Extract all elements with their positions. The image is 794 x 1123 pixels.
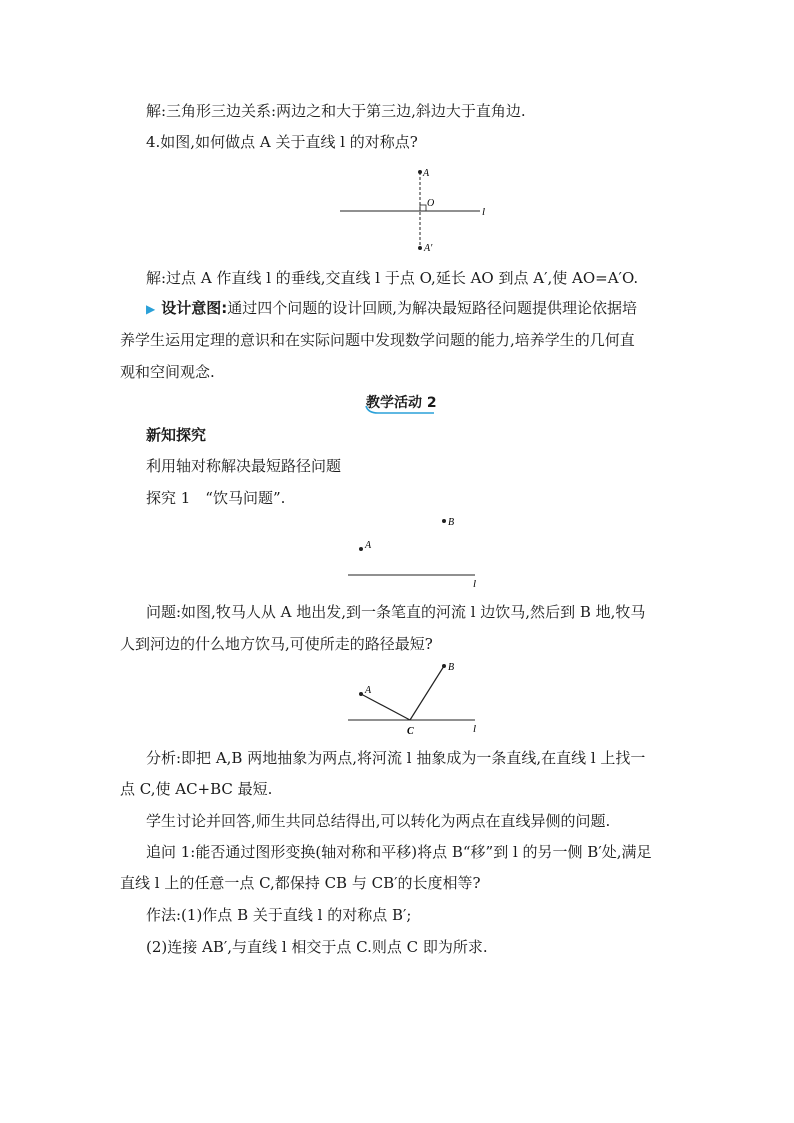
- design-intent-text: 通过四个问题的设计回顾,为解决最短路径问题提供理论依据培: [227, 299, 638, 317]
- text-line: 点 C,使 AC+BC 最短.: [120, 780, 273, 798]
- text-line: 利用轴对称解决最短路径问题: [146, 457, 342, 475]
- text-line: 4.如图,如何做点 A 关于直线 l 的对称点?: [146, 133, 418, 151]
- text-line: 探究 1 “饮马问题”.: [146, 489, 286, 507]
- label-a: A: [365, 540, 372, 551]
- text-line: 观和空间观念.: [120, 363, 215, 381]
- text-line: 作法:(1)作点 B 关于直线 l 的对称点 B′;: [146, 906, 412, 924]
- figure-reflection: [330, 160, 500, 255]
- point-a: [418, 170, 422, 174]
- label-b: B: [448, 517, 455, 528]
- point-a-prime: [418, 246, 422, 250]
- text-line: 分析:即把 A,B 两地抽象为两点,将河流 l 抽象成为一条直线,在直线 l 上找一: [146, 749, 646, 767]
- triangle-bullet-icon: ▶: [146, 302, 156, 316]
- label-l: l: [473, 578, 477, 590]
- label-l: l: [473, 723, 477, 735]
- subsection-heading: 新知探究: [146, 426, 207, 444]
- text-line: 问题:如图,牧马人从 A 地出发,到一条笔直的河流 l 边饮马,然后到 B 地,牧马: [146, 603, 646, 621]
- figure-path: [340, 657, 490, 742]
- text-line: (2)连接 AB′,与直线 l 相交于点 C.则点 C 即为所求.: [146, 938, 488, 956]
- design-intent-label: 设计意图:: [161, 299, 228, 317]
- label-b: B: [448, 662, 455, 673]
- section-title-underline: [364, 404, 436, 416]
- label-a-prime: A′: [424, 243, 433, 254]
- label-o: O: [427, 198, 435, 209]
- text-line: 养学生运用定理的意识和在实际问题中发现数学问题的能力,培养学生的几何直: [120, 331, 635, 349]
- text-line: 直线 l 上的任意一点 C,都保持 CB 与 CB′的长度相等?: [120, 874, 481, 892]
- segment-cb: [410, 666, 444, 720]
- label-a: A: [365, 685, 372, 696]
- point-b: [442, 664, 446, 668]
- point-a: [359, 692, 363, 696]
- label-c: C: [407, 726, 414, 737]
- text-line: 学生讨论并回答,师生共同总结得出,可以转化为两点在直线异侧的问题.: [146, 812, 611, 830]
- section-title: 教学活动 2: [366, 395, 437, 411]
- right-angle-mark: [420, 205, 426, 211]
- point-a: [359, 547, 363, 551]
- text-line: 人到河边的什么地方饮马,可使所走的路径最短?: [120, 635, 433, 653]
- text-line: 追问 1:能否通过图形变换(轴对称和平移)将点 B“移”到 l 的另一侧 B′处,满足: [146, 843, 652, 861]
- text-line: 解:过点 A 作直线 l 的垂线,交直线 l 于点 O,延长 AO 到点 A′,使 AO=A′O.: [146, 269, 639, 287]
- label-l: l: [482, 206, 486, 218]
- text-line: 解:三角形三边关系:两边之和大于第三边,斜边大于直角边.: [146, 102, 526, 120]
- point-b: [442, 519, 446, 523]
- design-intent-line: [146, 297, 706, 320]
- label-a: A: [423, 168, 430, 179]
- segment-ac: [361, 694, 410, 720]
- figure-two-points: [340, 512, 490, 590]
